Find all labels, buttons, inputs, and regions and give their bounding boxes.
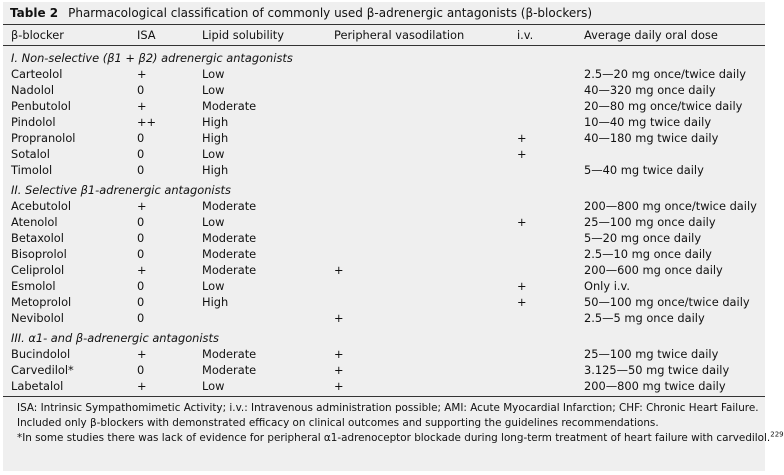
peripheral-vasodilation (326, 114, 509, 130)
section-header-row (3, 326, 765, 346)
lipid-solubility: Low (202, 215, 225, 229)
lipid-solubility: Low (202, 67, 225, 81)
peripheral-vasodilation: + (334, 363, 344, 377)
isa-value: 0 (137, 215, 145, 229)
table-row (3, 82, 765, 98)
table-row (3, 378, 765, 394)
oral-dose: 20—80 mg once/twice daily (584, 99, 743, 113)
table-row (3, 198, 765, 214)
oral-dose: 10—40 mg twice daily (584, 115, 712, 129)
drug-name: Carvedilol* (11, 363, 74, 377)
oral-dose: 40—180 mg twice daily (584, 131, 719, 145)
lipid-solubility: Moderate (202, 199, 257, 213)
drug-name: Penbutolol (11, 99, 71, 113)
iv-availability (509, 66, 576, 82)
drug-name: Carteolol (11, 67, 63, 81)
table-row (3, 346, 765, 362)
oral-dose: 25—100 mg twice daily (584, 347, 719, 361)
drug-name: Nadolol (11, 83, 54, 97)
oral-dose: 5—20 mg once daily (584, 231, 702, 245)
drug-name: Metoprolol (11, 295, 72, 309)
oral-dose: 25—100 mg once daily (584, 215, 716, 229)
oral-dose: 200—600 mg once daily (584, 263, 723, 277)
isa-value: 0 (137, 147, 145, 161)
peripheral-vasodilation (326, 294, 509, 310)
peripheral-vasodilation (326, 130, 509, 146)
peripheral-vasodilation: + (334, 263, 344, 277)
isa-value: + (137, 379, 147, 393)
isa-value: 0 (137, 131, 145, 145)
oral-dose: 5—40 mg twice daily (584, 163, 704, 177)
section-title: III. α1- and β-adrenergic antagonists (11, 330, 219, 345)
drug-name: Atenolol (11, 215, 58, 229)
oral-dose: 40—320 mg once daily (584, 83, 716, 97)
footnote-inclusion: Included only β-blockers with demonstrated efficacy on clinical outcomes and supporting the guidelines recommendations. (17, 417, 659, 429)
drug-name: Timolol (11, 163, 53, 177)
lipid-solubility: High (202, 131, 229, 145)
oral-dose: 200—800 mg twice daily (584, 379, 726, 393)
table-row (3, 294, 765, 310)
iv-availability (509, 310, 576, 326)
iv-availability: + (517, 295, 527, 309)
lipid-solubility: Moderate (202, 263, 257, 277)
iv-availability: + (517, 131, 527, 145)
isa-value: 0 (137, 295, 145, 309)
iv-availability: + (517, 147, 527, 161)
table-title: Pharmacological classification of commonly used β-adrenergic antagonists (β-blockers) (68, 6, 593, 20)
isa-value: 0 (137, 279, 145, 293)
lipid-solubility: Low (202, 147, 225, 161)
oral-dose: 200—800 mg once/twice daily (584, 199, 757, 213)
table-row (3, 114, 765, 130)
drug-name: Propranolol (11, 131, 76, 145)
drug-name: Pindolol (11, 115, 56, 129)
lipid-solubility: Moderate (202, 363, 257, 377)
peripheral-vasodilation (326, 162, 509, 178)
drug-name: Nevibolol (11, 311, 64, 325)
oral-dose: 2.5—20 mg once/twice daily (584, 67, 746, 81)
isa-value: 0 (137, 247, 145, 261)
lipid-solubility (194, 310, 326, 326)
section-header-row (3, 178, 765, 198)
peripheral-vasodilation: + (334, 379, 344, 393)
oral-dose: 2.5—5 mg once daily (584, 311, 705, 325)
peripheral-vasodilation (326, 66, 509, 82)
peripheral-vasodilation (326, 82, 509, 98)
col-header-isa: ISA (129, 25, 194, 46)
iv-availability (509, 262, 576, 278)
col-header-iv: i.v. (509, 25, 576, 46)
table-row (3, 278, 765, 294)
peripheral-vasodilation (326, 198, 509, 214)
iv-availability: + (517, 215, 527, 229)
peripheral-vasodilation (326, 214, 509, 230)
table-row (3, 262, 765, 278)
table-footnotes (3, 397, 784, 446)
table-label: Table 2 (10, 6, 59, 20)
table-row (3, 310, 765, 326)
isa-value: + (137, 263, 147, 277)
footnote-carvedilol: *In some studies there was lack of evidence for peripheral α1-adrenoceptor blockade during long-term treatment of heart failure with carvedilol.$^{229}$ (17, 430, 784, 444)
lipid-solubility: High (202, 115, 229, 129)
isa-value: 0 (137, 363, 145, 377)
beta-blocker-table (3, 25, 765, 394)
peripheral-vasodilation (326, 278, 509, 294)
isa-value: + (137, 347, 147, 361)
col-header-daily-dose: Average daily oral dose (576, 25, 765, 46)
iv-availability (509, 230, 576, 246)
section-title: II. Selective β1-adrenergic antagonists (11, 182, 231, 197)
drug-name: Bucindolol (11, 347, 71, 361)
lipid-solubility: Low (202, 279, 225, 293)
lipid-solubility: Low (202, 83, 225, 97)
iv-availability: + (517, 279, 527, 293)
peripheral-vasodilation (326, 230, 509, 246)
drug-name: Acebutolol (11, 199, 72, 213)
iv-availability (509, 162, 576, 178)
table-row (3, 146, 765, 162)
oral-dose (576, 146, 765, 162)
isa-value: 0 (137, 83, 145, 97)
drug-name: Betaxolol (11, 231, 64, 245)
table-row (3, 130, 765, 146)
isa-value: 0 (137, 231, 145, 245)
peripheral-vasodilation (326, 98, 509, 114)
table-row (3, 162, 765, 178)
footnote-abbreviations: ISA: Intrinsic Sympathomimetic Activity; i.v.: Intravenous administration possible; AMI: Acute Myocardial Infarction; CHF: Chronic Heart Failure. (17, 402, 759, 414)
table-body (3, 46, 765, 395)
drug-name: Esmolol (11, 279, 56, 293)
table-row (3, 230, 765, 246)
header-row (3, 25, 765, 46)
lipid-solubility: Moderate (202, 99, 257, 113)
col-header-lipid-solubility: Lipid solubility (194, 25, 326, 46)
lipid-solubility: High (202, 163, 229, 177)
iv-availability (509, 246, 576, 262)
iv-availability (509, 346, 576, 362)
iv-availability (509, 198, 576, 214)
isa-value: 0 (137, 163, 145, 177)
peripheral-vasodilation (326, 246, 509, 262)
oral-dose: Only i.v. (584, 279, 630, 293)
peripheral-vasodilation: + (334, 347, 344, 361)
iv-availability (509, 98, 576, 114)
iv-availability (509, 82, 576, 98)
oral-dose: 3.125—50 mg twice daily (584, 363, 730, 377)
oral-dose: 2.5—10 mg once daily (584, 247, 712, 261)
table-row (3, 98, 765, 114)
isa-value: + (137, 99, 147, 113)
table-caption (3, 2, 765, 24)
table-row (3, 362, 765, 378)
col-header-peripheral-vasodilation: Peripheral vasodilation (326, 25, 509, 46)
section-header-row (3, 46, 765, 67)
peripheral-vasodilation (326, 146, 509, 162)
table-row (3, 66, 765, 82)
table-figure (3, 2, 784, 471)
table-row (3, 214, 765, 230)
isa-value: + (137, 67, 147, 81)
section-title: I. Non-selective (β1 + β2) adrenergic antagonists (11, 50, 293, 65)
drug-name: Bisoprolol (11, 247, 67, 261)
lipid-solubility: Moderate (202, 347, 257, 361)
lipid-solubility: Moderate (202, 247, 257, 261)
iv-availability (509, 114, 576, 130)
drug-name: Sotalol (11, 147, 50, 161)
lipid-solubility: Moderate (202, 231, 257, 245)
isa-value: ++ (137, 115, 157, 129)
iv-availability (509, 362, 576, 378)
drug-name: Labetalol (11, 379, 64, 393)
isa-value: 0 (137, 311, 145, 325)
lipid-solubility: Low (202, 379, 225, 393)
oral-dose: 50—100 mg once/twice daily (584, 295, 750, 309)
col-header-beta-blocker: β-blocker (3, 25, 129, 46)
table-row (3, 246, 765, 262)
isa-value: + (137, 199, 147, 213)
lipid-solubility: High (202, 295, 229, 309)
drug-name: Celiprolol (11, 263, 65, 277)
peripheral-vasodilation: + (334, 311, 344, 325)
iv-availability (509, 378, 576, 394)
